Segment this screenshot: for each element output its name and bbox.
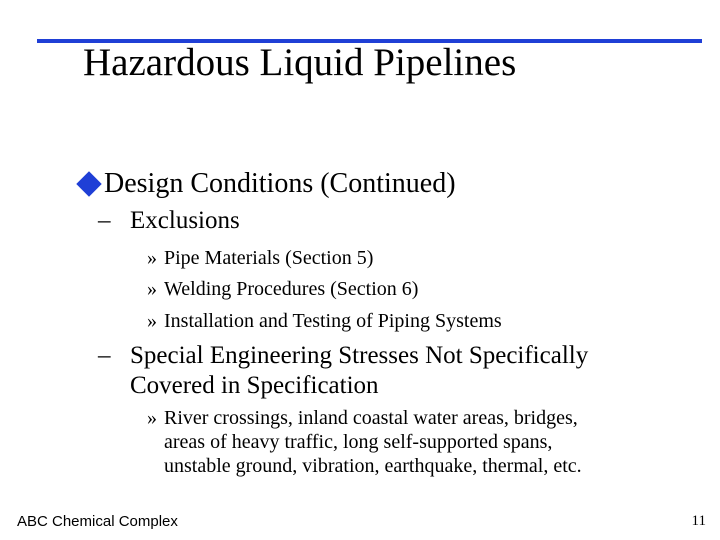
chevron-marker: » <box>147 407 157 429</box>
bullet-design-conditions <box>76 168 456 200</box>
list-item-label: Pipe Materials (Section 5) <box>164 247 374 269</box>
sub-bullet-label: Exclusions <box>130 207 240 234</box>
chevron-marker: » <box>147 247 157 269</box>
dash-marker: – <box>98 342 111 369</box>
diamond-bullet-icon <box>76 171 101 196</box>
bullet-label: Design Conditions (Continued) <box>104 168 456 199</box>
sub-bullet-line: Special Engineering Stresses Not Specifically <box>130 342 589 369</box>
chevron-marker: » <box>147 278 157 300</box>
dash-marker: – <box>98 207 111 234</box>
sub-bullet-line: Covered in Specification <box>130 372 379 399</box>
list-item-label: Installation and Testing of Piping Systems <box>164 310 502 332</box>
list-item-line: areas of heavy traffic, long self-supported spans, <box>164 431 553 453</box>
footer-company: ABC Chemical Complex <box>17 513 178 530</box>
list-item-line: unstable ground, vibration, earthquake, thermal, etc. <box>164 455 582 477</box>
list-item-line: River crossings, inland coastal water areas, bridges, <box>164 407 578 429</box>
chevron-marker: » <box>147 310 157 332</box>
list-item-label: Welding Procedures (Section 6) <box>164 278 419 300</box>
slide-title: Hazardous Liquid Pipelines <box>83 41 517 84</box>
page-number: 11 <box>691 513 706 529</box>
